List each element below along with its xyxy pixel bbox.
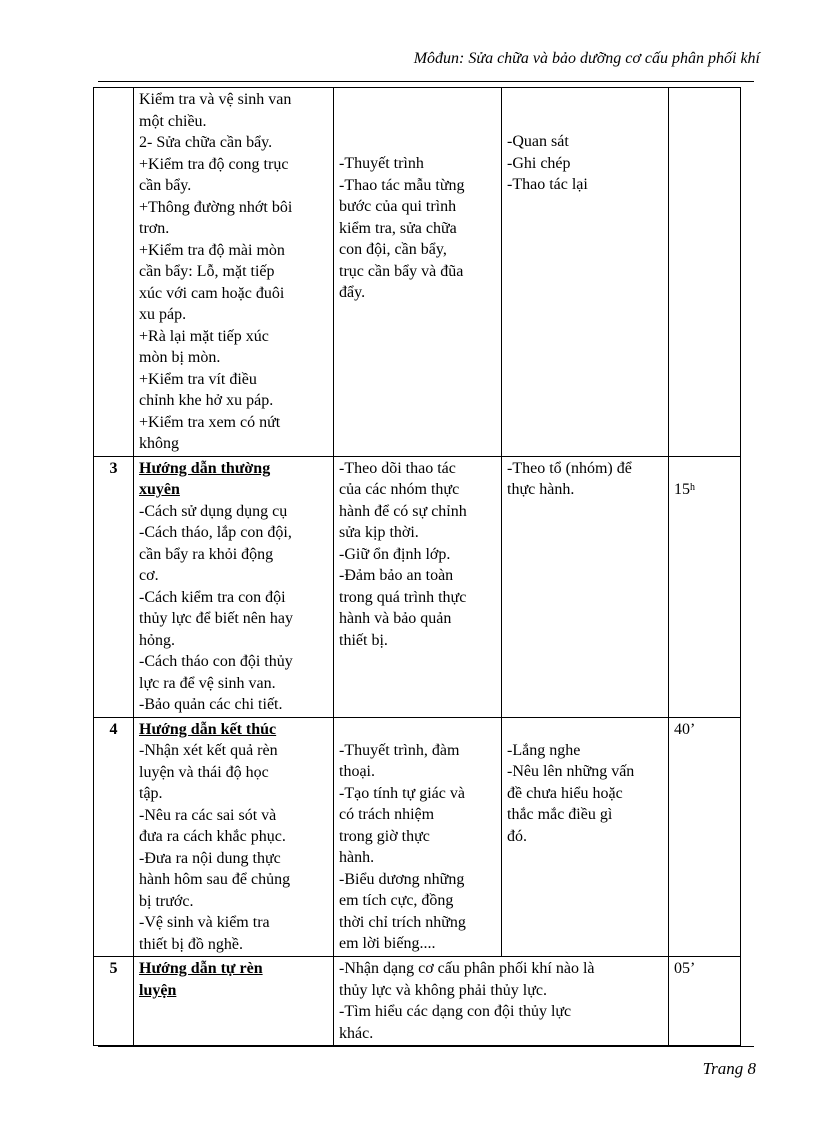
content-line: cần bẩy: Lỗ, mặt tiếp xyxy=(139,263,275,280)
section-heading: Hướng dẫn thường xyxy=(139,459,271,477)
teacher-line: -Thuyết trình, đàm xyxy=(339,741,460,759)
content-line: trơn. xyxy=(139,220,170,237)
content-line: +Kiểm tra độ cong trục xyxy=(139,155,289,173)
table-row xyxy=(94,957,741,1046)
student-cell xyxy=(502,717,669,957)
content-line: -Cách tháo, lắp con đội, xyxy=(139,524,292,541)
content-line: -Cách kiểm tra con đội xyxy=(139,588,286,606)
teacher-line: thoại. xyxy=(339,763,375,780)
content-line: chỉnh khe hở xu páp. xyxy=(139,392,274,409)
content-line: đưa ra cách khắc phục. xyxy=(139,828,286,845)
teacher-line: -Theo dõi thao tác xyxy=(339,459,456,477)
header-divider xyxy=(98,81,754,82)
student-line: -Quan sát xyxy=(507,133,569,150)
teacher-line: trong giờ thực xyxy=(339,827,430,845)
section-heading: Hướng dẫn tự rèn xyxy=(139,960,263,977)
teacher-line: hành. xyxy=(339,849,375,866)
student-line: thắc mắc điều gì xyxy=(507,806,613,823)
content-line: +Kiểm tra xem có nứt xyxy=(139,413,281,431)
table-row xyxy=(94,456,741,717)
row-number: 4 xyxy=(94,717,134,957)
teacher-line: thời chỉ trích những xyxy=(339,913,466,931)
merged-line: -Tìm hiểu các dạng con đội thủy lực xyxy=(339,1003,572,1020)
content-line: tập. xyxy=(139,785,163,802)
teacher-line: trục cần bẩy và đũa xyxy=(339,262,464,280)
content-cell xyxy=(134,88,334,457)
merged-cell xyxy=(334,957,669,1046)
merged-line: khác. xyxy=(339,1024,374,1042)
teacher-line: -Đảm bảo an toàn xyxy=(339,567,454,584)
student-line: đề chưa hiểu hoặc xyxy=(507,784,623,802)
content-line: lực ra để vệ sinh van. xyxy=(139,674,276,692)
teacher-line: -Thao tác mẫu từng xyxy=(339,176,465,194)
content-line: luyện và thái độ học xyxy=(139,763,269,781)
merged-line: -Nhận dạng cơ cấu phân phối khí nào là xyxy=(339,960,595,977)
content-line: xu páp. xyxy=(139,306,187,323)
content-line: -Cách sử dụng dụng cụ xyxy=(139,502,288,520)
teacher-line: -Tạo tính tự giác và xyxy=(339,784,465,802)
content-line: -Cách tháo con đội thủy xyxy=(139,653,293,670)
content-cell xyxy=(134,456,334,717)
student-line: thực hành. xyxy=(507,481,575,498)
teacher-cell xyxy=(334,88,502,457)
content-line: không xyxy=(139,435,179,452)
student-line: -Thao tác lại xyxy=(507,176,588,193)
student-cell xyxy=(502,88,669,457)
content-line: xúc với cam hoặc đuôi xyxy=(139,284,285,302)
content-line: thủy lực để biết nên hay xyxy=(139,610,293,627)
teacher-line: trong quá trình thực xyxy=(339,588,467,606)
row-number xyxy=(94,88,134,457)
content-line: Kiểm tra và vệ sinh van xyxy=(139,91,292,108)
student-line: -Ghi chép xyxy=(507,154,571,172)
content-line: thiết bị đồ nghề. xyxy=(139,935,243,953)
student-line: -Theo tổ (nhóm) để xyxy=(507,459,632,477)
content-line: bị trước. xyxy=(139,892,194,910)
teacher-cell xyxy=(334,456,502,717)
student-line: -Nêu lên những vấn xyxy=(507,763,635,780)
content-line: hỏng. xyxy=(139,631,175,649)
table-row xyxy=(94,88,741,457)
content-line: hành hôm sau để chủng xyxy=(139,871,291,888)
content-line: -Vệ sinh và kiểm tra xyxy=(139,914,270,931)
teacher-line: em tích cực, đồng xyxy=(339,892,454,909)
time-cell: 05’ xyxy=(669,957,741,1046)
section-heading: luyện xyxy=(139,981,177,999)
content-line: +Kiểm tra vít điều xyxy=(139,370,257,388)
row-number: 3 xyxy=(94,456,134,717)
teacher-line: con đội, cần bẩy, xyxy=(339,241,447,258)
content-line: -Nhận xét kết quả rèn xyxy=(139,742,278,759)
content-line: +Kiểm tra độ mài mòn xyxy=(139,241,285,259)
content-line: cần bẩy ra khỏi động xyxy=(139,545,274,563)
teacher-line: thiết bị. xyxy=(339,631,388,649)
teacher-line: -Biểu dương những xyxy=(339,870,465,888)
teacher-line: em lời biếng.... xyxy=(339,935,436,952)
teacher-line: đẩy. xyxy=(339,284,366,301)
footer-divider xyxy=(98,1046,754,1047)
content-line: -Nêu ra các sai sót và xyxy=(139,806,277,824)
header-title: Môđun: Sửa chữa và bảo dưỡng cơ cấu phân phối khí xyxy=(413,50,760,67)
teacher-line: có trách nhiệm xyxy=(339,806,435,823)
student-cell xyxy=(502,456,669,717)
content-line: +Thông đường nhớt bôi xyxy=(139,198,293,216)
time-unit: h xyxy=(690,481,695,493)
time-cell: 40’ xyxy=(669,717,741,957)
content-line: -Đưa ra nội dung thực xyxy=(139,849,281,867)
section-heading: Hướng dẫn kết thúc xyxy=(139,720,277,738)
teacher-line: kiểm tra, sửa chữa xyxy=(339,219,457,237)
content-line: mòn bị mòn. xyxy=(139,349,221,366)
content-line: -Bảo quản các chi tiết. xyxy=(139,696,283,713)
section-heading: xuyên xyxy=(139,481,180,498)
teacher-line: -Thuyết trình xyxy=(339,155,424,172)
page-number: Trang 8 xyxy=(702,1059,756,1078)
time-cell xyxy=(669,456,741,717)
content-line: +Rà lại mặt tiếp xúc xyxy=(139,327,269,345)
time-value: 15 xyxy=(674,480,690,498)
teacher-cell xyxy=(334,717,502,957)
lesson-table xyxy=(93,87,741,1046)
content-line: một chiều. xyxy=(139,112,207,130)
merged-line: thủy lực và không phải thủy lực. xyxy=(339,981,547,999)
teacher-line: của các nhóm thực xyxy=(339,481,460,498)
student-line: -Lắng nghe xyxy=(507,741,581,759)
content-line: cần bẩy. xyxy=(139,177,192,194)
student-line: đó. xyxy=(507,827,527,845)
time-cell xyxy=(669,88,741,457)
table-row xyxy=(94,717,741,957)
row-number: 5 xyxy=(94,957,134,1046)
teacher-line: -Giữ ổn định lớp. xyxy=(339,545,451,563)
content-line: 2- Sửa chữa cần bẩy. xyxy=(139,134,273,151)
content-line: cơ. xyxy=(139,567,159,584)
teacher-line: bước của qui trình xyxy=(339,198,457,215)
teacher-line: hành và bảo quản xyxy=(339,610,452,627)
content-cell xyxy=(134,957,334,1046)
teacher-line: hành để có sự chỉnh xyxy=(339,502,467,520)
content-cell xyxy=(134,717,334,957)
teacher-line: sửa kịp thời. xyxy=(339,524,419,541)
